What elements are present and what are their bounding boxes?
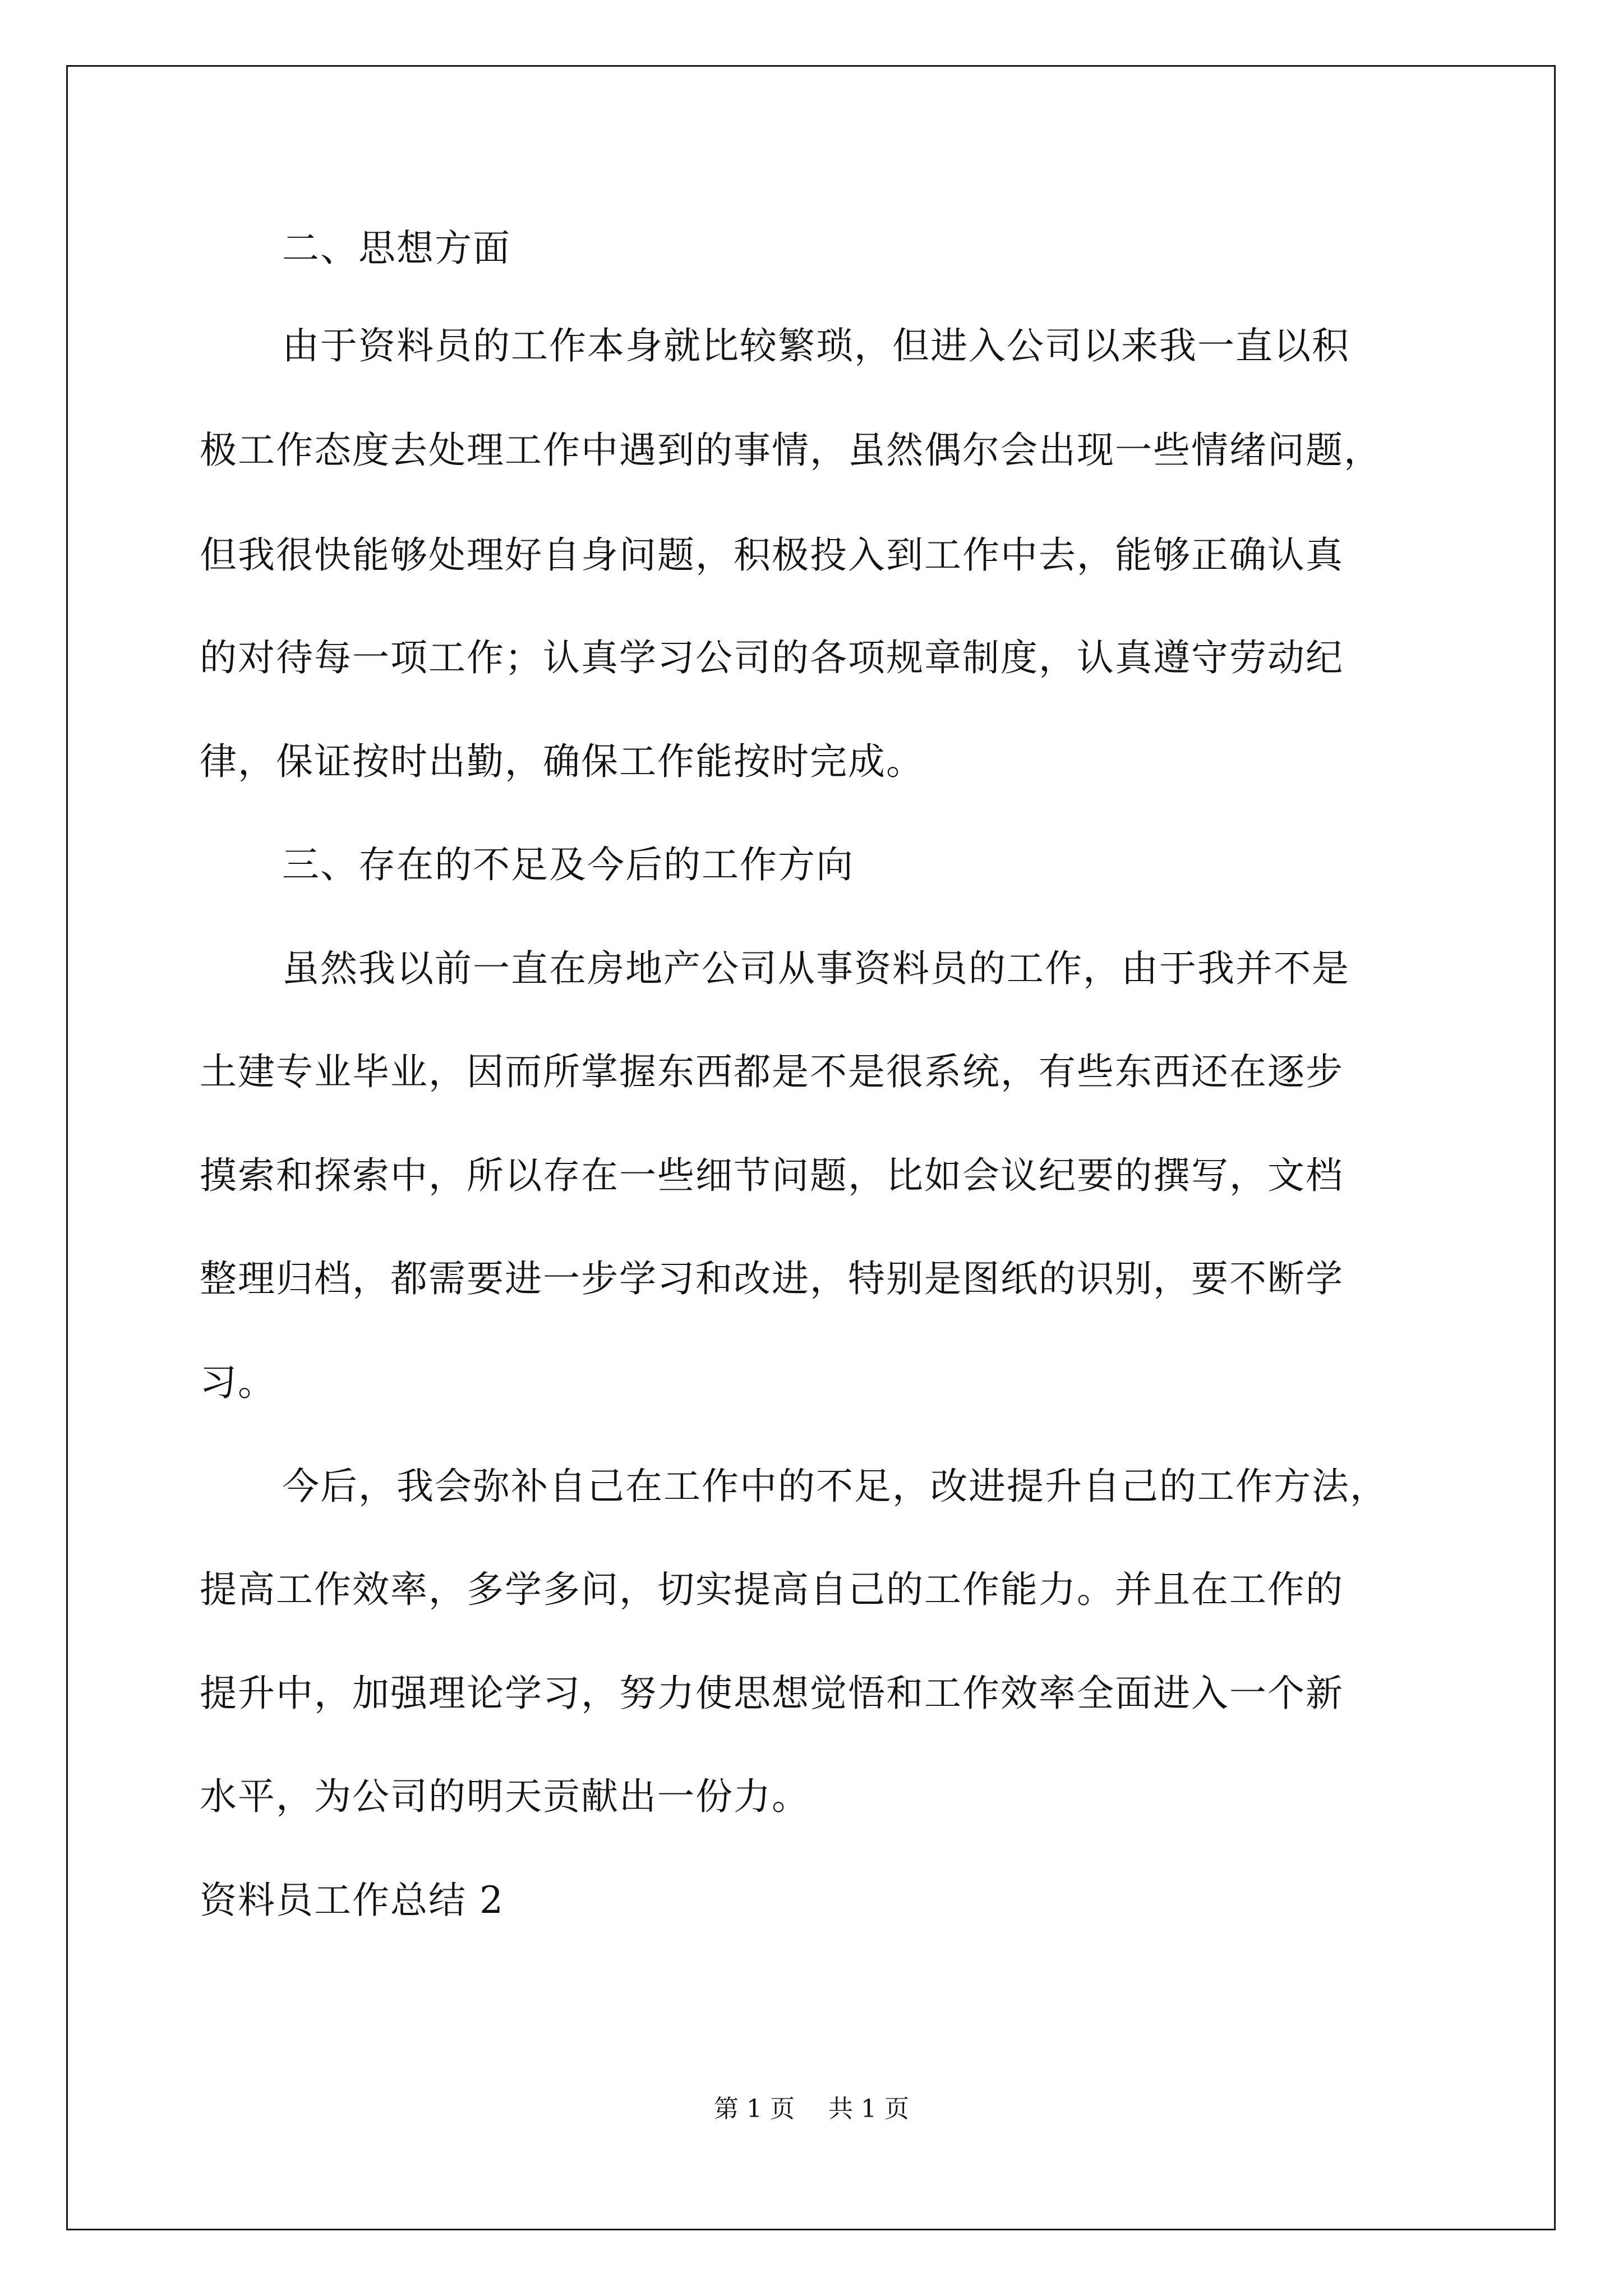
paragraph-line: 习。: [200, 1361, 276, 1404]
paragraph-line: 但我很快能够处理好自身问题，积极投入到工作中去，能够正确认真: [200, 533, 1344, 577]
page-footer: [0, 2092, 1623, 2126]
paragraph-line: 极工作态度去处理工作中遇到的事情，虽然偶尔会出现一些情绪问题，: [200, 429, 1382, 472]
page-total: 共 1 页: [828, 2095, 909, 2123]
page-number: 第 1 页: [714, 2095, 795, 2123]
paragraph-line: 今后，我会弥补自己在工作中的不足，改进提升自己的工作方法，: [282, 1465, 1388, 1508]
paragraph-line: 水平，为公司的明天贡献出一份力。: [200, 1775, 810, 1818]
paragraph-line: 土建专业毕业，因而所掌握东西都是不是很系统，有些东西还在逐步: [200, 1050, 1344, 1093]
paragraph-line: 律，保证按时出勤，确保工作能按时完成。: [200, 740, 924, 783]
section-title-summary-2: 资料员工作总结 2: [200, 1879, 504, 1922]
paragraph-line: 的对待每一项工作；认真学习公司的各项规章制度，认真遵守劳动纪: [200, 636, 1344, 679]
paragraph-line: 摸索和探索中，所以存在一些细节问题，比如会议纪要的撰写，文档: [200, 1154, 1344, 1197]
section-heading-ideology: 二、思想方面: [282, 227, 511, 270]
paragraph-line: 提高工作效率，多学多问，切实提高自己的工作能力。并且在工作的: [200, 1568, 1344, 1611]
paragraph-line: 提升中，加强理论学习，努力使思想觉悟和工作效率全面进入一个新: [200, 1672, 1344, 1715]
paragraph-line: 虽然我以前一直在房地产公司从事资料员的工作，由于我并不是: [282, 947, 1350, 990]
section-heading-shortcomings: 三、存在的不足及今后的工作方向: [282, 843, 854, 886]
paragraph-line: 整理归档，都需要进一步学习和改进，特别是图纸的识别，要不断学: [200, 1257, 1344, 1300]
paragraph-line: 由于资料员的工作本身就比较繁琐，但进入公司以来我一直以积: [282, 324, 1350, 367]
